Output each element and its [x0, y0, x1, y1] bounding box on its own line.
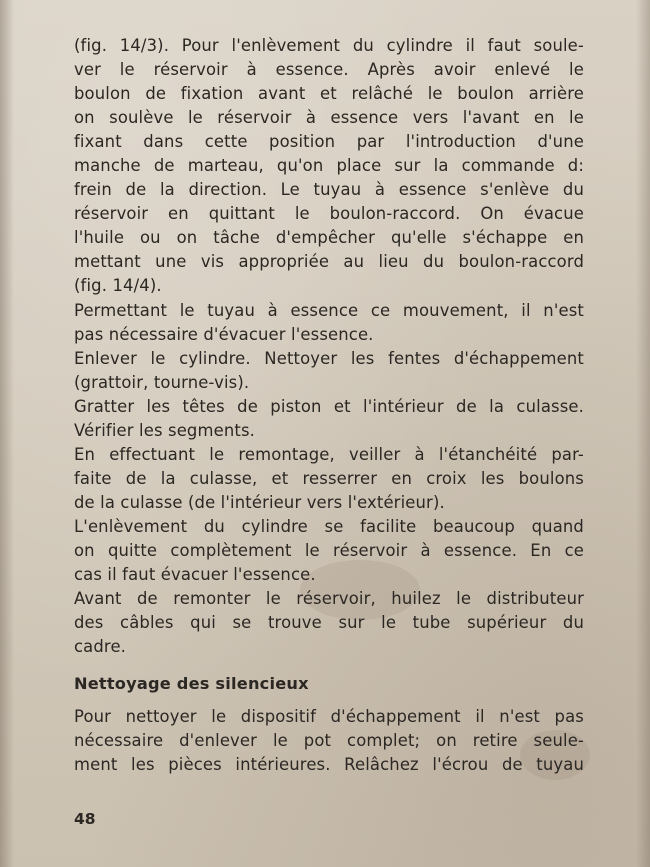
text-line: En effectuant le remontage, veiller à l'étanchéité par- [74, 444, 584, 464]
text-line: de la culasse (de l'intérieur vers l'extérieur). [74, 492, 445, 512]
page-number: 48 [74, 810, 96, 828]
text-line: cadre. [74, 637, 127, 657]
text-line: pas nécessaire d'évacuer l'essence. [74, 324, 374, 344]
paragraph-1 [74, 34, 584, 299]
text-line: ver le réservoir à essence. Après avoir enlevé le [74, 60, 584, 80]
text-line: Avant de remonter le réservoir, huilez le distributeur [74, 589, 584, 609]
text-line: des câbles qui se trouve sur le tube supérieur du [74, 613, 584, 633]
paragraph-4 [74, 395, 584, 443]
text-line: L'enlèvement du cylindre se facilite beaucoup quand [74, 516, 584, 536]
text-line: faite de la culasse, et resserrer en croix les boulons [74, 468, 584, 488]
section-heading: Nettoyage des silencieux [74, 674, 309, 693]
text-line: fixant dans cette position par l'introduction d'une [74, 132, 584, 152]
text-line: (fig. 14/4). [74, 276, 162, 296]
text-line: boulon de fixation avant et relâché le boulon arrière [74, 84, 584, 104]
paragraph-3 [74, 347, 584, 395]
text-line: on quitte complètement le réservoir à essence. En ce [74, 540, 584, 560]
text-line: nécessaire d'enlever le pot complet; on retire seule- [74, 731, 584, 751]
text-line: Gratter les têtes de piston et l'intérieur de la culasse. [74, 396, 584, 416]
text-line: Enlever le cylindre. Nettoyer les fentes d'échappement [74, 348, 584, 368]
paragraph-5 [74, 443, 584, 515]
paragraph-7 [74, 587, 584, 659]
text-line: Permettant le tuyau à essence ce mouvement, il n'est [74, 300, 584, 320]
text-line: Pour nettoyer le dispositif d'échappement il n'est pas [74, 707, 584, 726]
body-text [74, 34, 584, 659]
text-line: manche de marteau, qu'on place sur la commande d: [74, 156, 584, 176]
paragraph-2 [74, 299, 584, 347]
paragraph-6 [74, 515, 584, 587]
text-line: cas il faut évacuer l'essence. [74, 565, 316, 585]
text-line: (fig. 14/3). Pour l'enlèvement du cylindre il faut soule- [74, 36, 584, 55]
text-line: ment les pièces intérieures. Relâchez l'écrou de tuyau [74, 755, 584, 775]
text-line: l'huile ou on tâche d'empêcher qu'elle s'échappe en [74, 228, 584, 248]
text-line: (grattoir, tourne-vis). [74, 372, 250, 392]
text-line: Vérifier les segments. [74, 420, 256, 440]
page-edge-right [636, 0, 650, 867]
text-line: frein de la direction. Le tuyau à essence s'enlève du [74, 180, 584, 200]
text-line: réservoir en quittant le boulon-raccord. On évacue [74, 204, 584, 224]
text-line: on soulève le réservoir à essence vers l'avant en le [74, 108, 584, 128]
page-edge-left [0, 0, 14, 867]
text-line: mettant une vis appropriée au lieu du boulon-raccord [74, 252, 584, 272]
section-body [74, 705, 584, 778]
